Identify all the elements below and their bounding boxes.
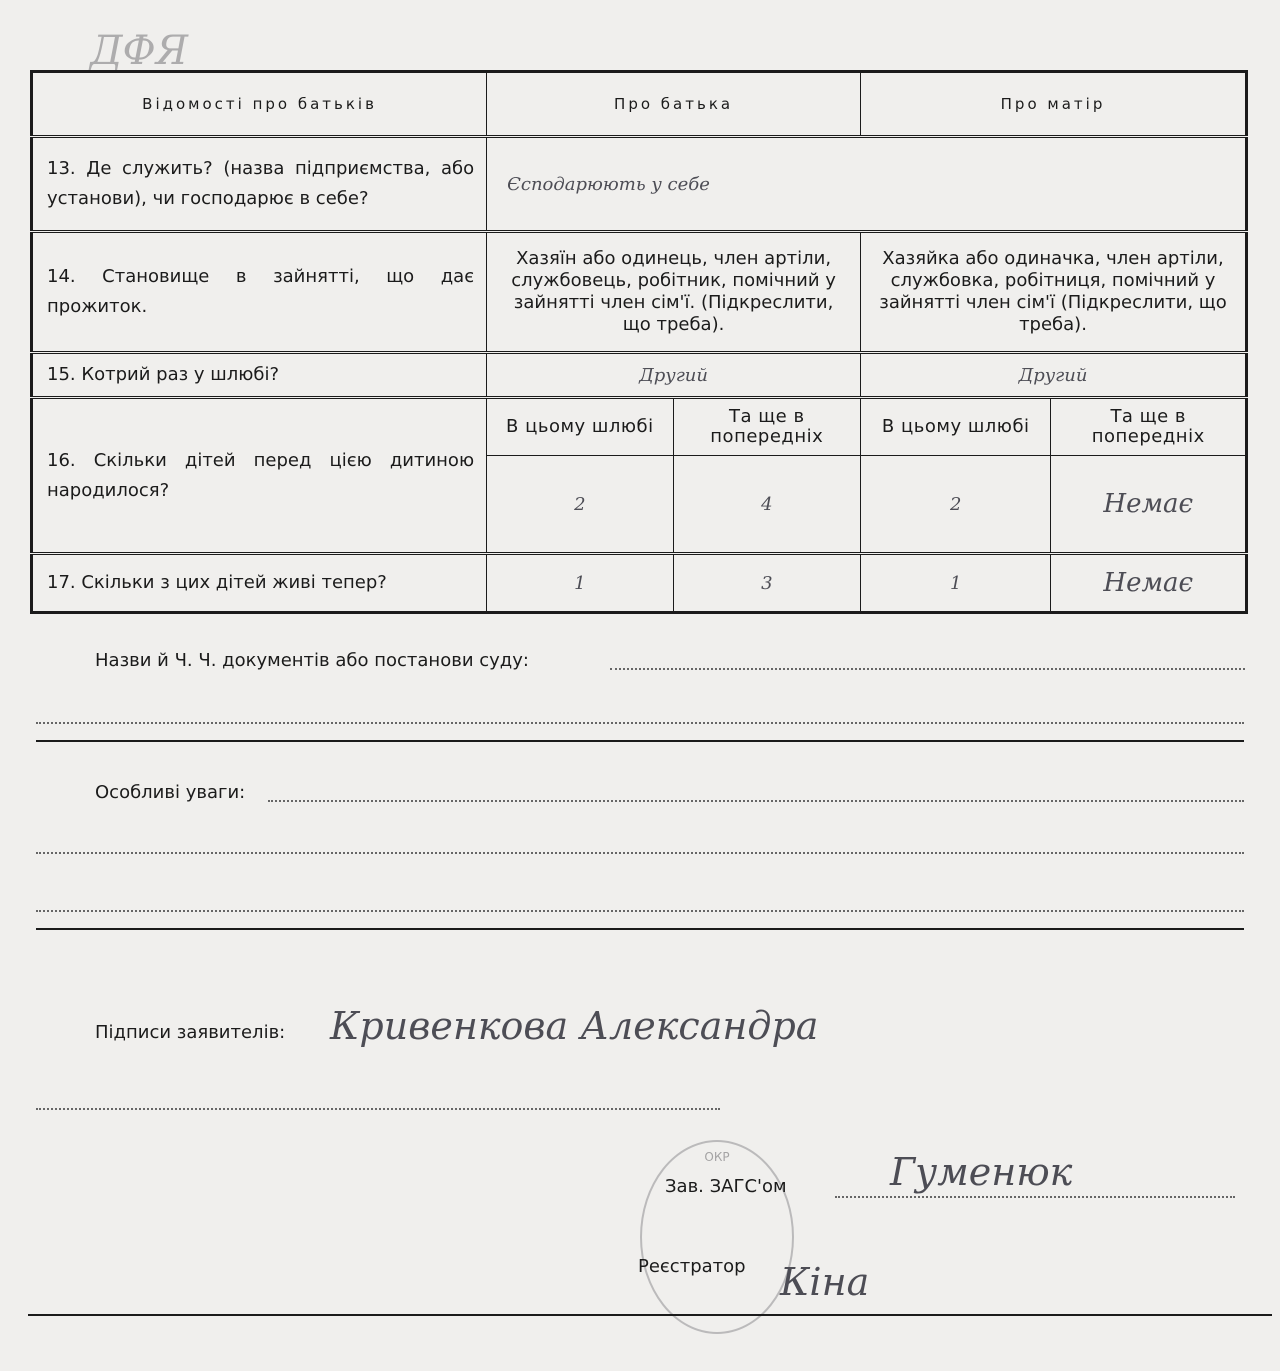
remarks-dotted-line-3 <box>36 910 1244 912</box>
head-label: Зав. ЗАГС'ом <box>665 1176 787 1197</box>
documents-divider <box>36 740 1244 742</box>
head-signature: Гуменюк <box>890 1150 1073 1194</box>
documents-dotted-line-2 <box>36 722 1244 724</box>
father-occupation-options: Хазяїн або одинець, член артіли, службовець, робітник, помічний у зайнятті член сім'ї. (Підкреслити, що треба). <box>487 232 861 353</box>
official-stamp <box>640 1140 794 1334</box>
question-16: 16. Скільки дітей перед цією дитиною народилося? <box>32 398 487 554</box>
row-17 <box>32 554 1247 613</box>
remarks-dotted-line <box>268 800 1244 802</box>
stamp-text: ОКР <box>704 1150 730 1164</box>
question-17: 17. Скільки з цих дітей живі тепер? <box>32 554 487 613</box>
header-parents-info: Відомості про батьків <box>32 72 487 137</box>
father-marriage-count: Другий <box>487 353 861 398</box>
remarks-label: Особливі уваги: <box>95 782 246 803</box>
q16-father-this: 2 <box>487 456 673 554</box>
row-16-subheader <box>32 398 1247 456</box>
sub-father-previous: Та ще в попередніх <box>673 398 860 456</box>
header-father: Про батька <box>487 72 861 137</box>
header-mother: Про матір <box>861 72 1247 137</box>
remarks-dotted-line-2 <box>36 852 1244 854</box>
sub-mother-this-marriage: В цьому шлюбі <box>861 398 1051 456</box>
registrar-label: Реєстратор <box>638 1256 746 1277</box>
sub-father-this-marriage: В цьому шлюбі <box>487 398 673 456</box>
q17-mother-previous: Немає <box>1051 554 1247 613</box>
applicant-signature: Кривенкова Александра <box>330 1004 819 1048</box>
row-14 <box>32 232 1247 353</box>
registrar-signature: Кіна <box>780 1260 870 1304</box>
parents-info-table <box>30 70 1248 614</box>
row-15 <box>32 353 1247 398</box>
answer-13 <box>487 137 1247 232</box>
signatures-label: Підписи заявителів: <box>95 1022 286 1043</box>
table-header-row <box>32 72 1247 137</box>
documents-label: Назви й Ч. Ч. документів або постанови суду: <box>95 650 529 671</box>
documents-dotted-line <box>610 668 1245 670</box>
mother-occupation-options: Хазяйка або одиначка, член артіли, службовка, робітниця, помічний у зайнятті член сім'ї (Підкреслити, що треба). <box>861 232 1247 353</box>
q16-mother-this: 2 <box>861 456 1051 554</box>
q17-father-this: 1 <box>487 554 673 613</box>
head-dotted-line <box>835 1196 1235 1198</box>
row-13 <box>32 137 1247 232</box>
q16-mother-previous: Немає <box>1051 456 1247 554</box>
q16-father-previous: 4 <box>673 456 860 554</box>
question-13: 13. Де служить? (назва підприємства, або установи), чи господарює в себе? <box>32 137 487 232</box>
sub-mother-previous: Та ще в попередніх <box>1051 398 1247 456</box>
bottom-divider <box>28 1314 1272 1316</box>
q17-mother-this: 1 <box>861 554 1051 613</box>
question-15: 15. Котрий раз у шлюбі? <box>32 353 487 398</box>
question-14: 14. Становище в зайнятті, що дає прожиток. <box>32 232 487 353</box>
remarks-divider <box>36 928 1244 930</box>
mother-marriage-count: Другий <box>861 353 1247 398</box>
archive-mark: ДФЯ <box>90 28 189 74</box>
answer-13-text: Єсподарюють у себе <box>507 173 710 195</box>
q17-father-previous: 3 <box>673 554 860 613</box>
signatures-dotted-line <box>36 1108 720 1110</box>
